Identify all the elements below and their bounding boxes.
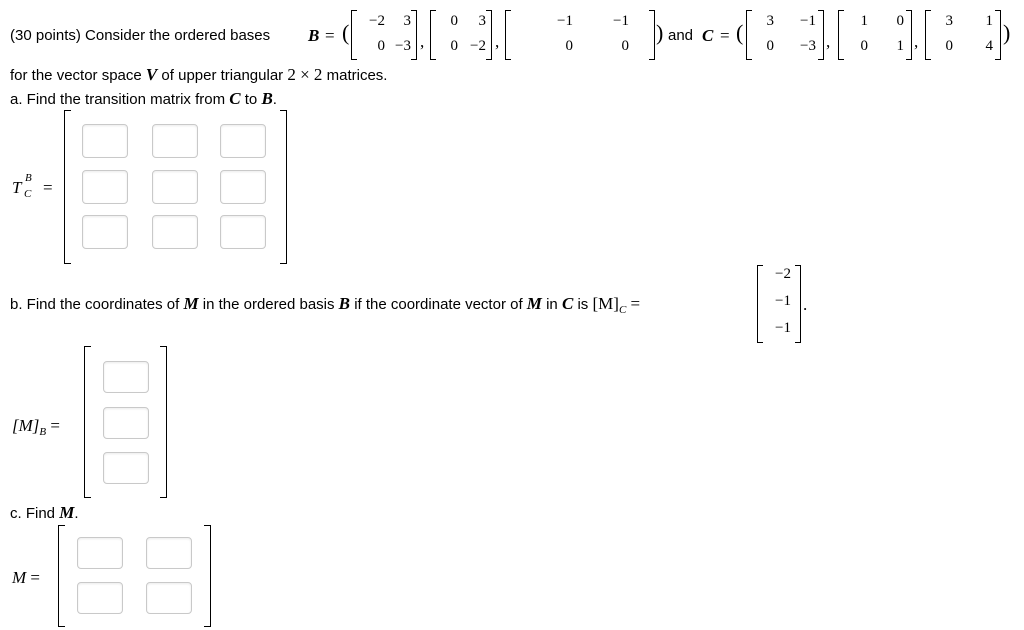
part-c-prompt: c. Find M.: [10, 503, 79, 522]
comma: ,: [495, 32, 500, 51]
basis-c-equals: =: [720, 26, 730, 45]
basis-b-matrix-1: −2 3 0 −3: [351, 10, 417, 60]
bracket-right: [280, 110, 287, 264]
bracket-left: [84, 346, 91, 498]
comma: ,: [420, 32, 425, 51]
bracket-left: [58, 525, 65, 627]
vector-space-line: for the vector space V of upper triangular 2 × 2 matrices.: [10, 65, 388, 84]
basis-c-matrix-1: 3 −1 0 −3: [746, 10, 824, 60]
answer-input-b-1[interactable]: [103, 361, 149, 393]
transition-matrix-label: T B C =: [12, 172, 53, 200]
basis-c-matrix-3: 3 1 0 4: [925, 10, 1001, 60]
bracket-left: [64, 110, 71, 264]
answer-input-a-r1c2[interactable]: [152, 124, 198, 158]
bracket-right: [204, 525, 211, 627]
close-paren: ): [656, 20, 664, 45]
answer-input-b-2[interactable]: [103, 407, 149, 439]
part-a-prompt: a. Find the transition matrix from C to B.: [10, 89, 277, 108]
open-paren: (: [736, 20, 744, 45]
answer-input-a-r2c2[interactable]: [152, 170, 198, 204]
header-points-text: (30 points) Consider the ordered bases: [10, 27, 271, 44]
answer-input-a-r3c2[interactable]: [152, 215, 198, 249]
answer-input-a-r2c1[interactable]: [82, 170, 128, 204]
comma: ,: [914, 32, 919, 51]
basis-b-equals: =: [325, 26, 335, 45]
answer-input-a-r1c1[interactable]: [82, 124, 128, 158]
vector-space-symbol: V: [145, 65, 158, 84]
answer-input-a-r2c3[interactable]: [220, 170, 266, 204]
answer-input-c-r1c1[interactable]: [77, 537, 123, 569]
answer-input-c-r2c2[interactable]: [146, 582, 192, 614]
matrix-m-label: M =: [12, 568, 40, 587]
answer-input-a-r3c1[interactable]: [82, 215, 128, 249]
basis-b-matrix-3: −1 −1 0 0: [505, 10, 655, 60]
coordinates-b-label: $[M]_B$ =: [12, 416, 60, 438]
answer-input-c-r1c2[interactable]: [146, 537, 192, 569]
answer-input-a-r3c3[interactable]: [220, 215, 266, 249]
answer-input-c-r2c1[interactable]: [77, 582, 123, 614]
basis-b-symbol: B: [308, 26, 320, 45]
bracket-right: [160, 346, 167, 498]
comma: ,: [826, 32, 831, 51]
basis-c-symbol: C: [702, 26, 714, 45]
matrix-dimension: 2 × 2: [287, 65, 323, 84]
answer-input-a-r1c3[interactable]: [220, 124, 266, 158]
basis-b-matrix-2: 0 3 0 −2: [430, 10, 492, 60]
basis-c-matrix-2: 1 0 0 1: [838, 10, 912, 60]
part-b-prompt: b. Find the coordinates of M in the ordered basis B if the coordinate vector of M in C is $[M]_C$ =: [10, 294, 641, 316]
answer-input-b-3[interactable]: [103, 452, 149, 484]
and-text: and: [668, 27, 694, 44]
open-paren: (: [342, 20, 350, 45]
close-paren: ): [1003, 20, 1011, 45]
coordinate-vector-c: −2 −1 −1: [757, 265, 801, 343]
